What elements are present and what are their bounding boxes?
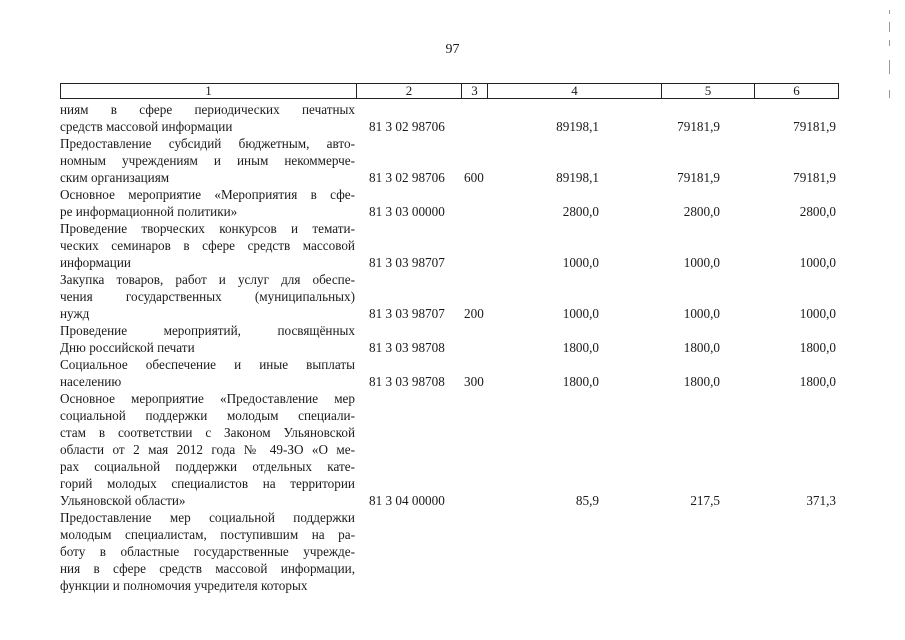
row-code: 81 3 03 98708 xyxy=(369,374,445,389)
description-line: Закупка товаров, работ и услуг для обеспе- xyxy=(60,272,355,287)
row-code: 81 3 03 00000 xyxy=(369,204,445,219)
row-code: 81 3 04 00000 xyxy=(369,493,445,508)
description-line: социальной поддержки молодым специали- xyxy=(60,408,355,423)
row-description xyxy=(60,271,355,322)
description-line: ниям в сфере периодических печатных xyxy=(60,102,355,117)
row-description xyxy=(60,356,355,390)
row-value-col4: 85,9 xyxy=(575,493,599,508)
header-col-3: 3 xyxy=(462,84,488,98)
description-line: ским организациям xyxy=(60,170,170,185)
description-line: нужд xyxy=(60,306,90,321)
row-code: 81 3 02 98706 xyxy=(369,119,445,134)
row-description xyxy=(60,186,355,220)
row-expense-type: 600 xyxy=(464,170,484,185)
description-line: чения государственных (муниципальных) xyxy=(60,289,355,304)
row-description xyxy=(60,509,355,594)
description-line: ческих семинаров в сфере средств массовой xyxy=(60,238,355,253)
row-value-col4: 89198,1 xyxy=(556,170,599,185)
row-value-col5: 79181,9 xyxy=(677,170,720,185)
header-col-5: 5 xyxy=(662,84,755,98)
row-description xyxy=(60,322,355,356)
row-value-col5: 2800,0 xyxy=(683,204,720,219)
row-value-col4: 1000,0 xyxy=(562,255,599,270)
description-line: Проведение мероприятий, посвящённых xyxy=(60,323,355,338)
description-line: номным учреждениям и иным некоммерче- xyxy=(60,153,355,168)
description-line: Проведение творческих конкурсов и темати- xyxy=(60,221,355,236)
description-line: боту в областные государственные учрежде- xyxy=(60,544,355,559)
description-line: ния в сфере средств массовой информации, xyxy=(60,561,355,576)
row-value-col4: 2800,0 xyxy=(562,204,599,219)
row-value-col5: 1800,0 xyxy=(683,340,720,355)
row-value-col5: 1800,0 xyxy=(683,374,720,389)
description-line: стам в соответствии с Законом Ульяновской xyxy=(60,425,355,440)
description-line: средств массовой информации xyxy=(60,119,233,134)
header-col-1: 1 xyxy=(61,84,357,98)
description-line: ре информационной политики» xyxy=(60,204,238,219)
row-description xyxy=(60,220,355,271)
description-line: Основное мероприятие «Предоставление мер xyxy=(60,391,355,406)
header-col-6: 6 xyxy=(793,83,800,98)
description-line: горий молодых специалистов на территории xyxy=(60,476,355,491)
description-line: Дню российской печати xyxy=(60,340,195,355)
table-header xyxy=(60,83,839,99)
row-value-col6: 79181,9 xyxy=(793,170,836,185)
row-expense-type: 200 xyxy=(464,306,484,321)
row-value-col4: 89198,1 xyxy=(556,119,599,134)
row-description xyxy=(60,101,355,135)
row-value-col6: 1800,0 xyxy=(799,374,836,389)
row-value-col6: 371,3 xyxy=(806,493,836,508)
row-value-col6: 1000,0 xyxy=(799,255,836,270)
row-value-col6: 1000,0 xyxy=(799,306,836,321)
row-expense-type: 300 xyxy=(464,374,484,389)
row-code: 81 3 03 98707 xyxy=(369,306,445,321)
description-line: Предоставление мер социальной поддержки xyxy=(60,510,355,525)
row-value-col5: 1000,0 xyxy=(683,306,720,321)
row-code: 81 3 03 98708 xyxy=(369,340,445,355)
row-value-col5: 79181,9 xyxy=(677,119,720,134)
row-description xyxy=(60,390,355,509)
row-value-col4: 1800,0 xyxy=(562,374,599,389)
page-number: 97 xyxy=(445,42,460,57)
header-col-2: 2 xyxy=(357,84,462,98)
row-value-col6: 79181,9 xyxy=(793,119,836,134)
description-line: функции и полномочия учредителя которых xyxy=(60,578,308,593)
description-line: Ульяновской области» xyxy=(60,493,186,508)
row-value-col5: 1000,0 xyxy=(683,255,720,270)
description-line: населению xyxy=(60,374,122,389)
description-line: области от 2 мая 2012 года № 49-ЗО «О ме- xyxy=(60,442,355,457)
description-line: Социальное обеспечение и иные выплаты xyxy=(60,357,355,372)
header-col-4: 4 xyxy=(488,84,662,98)
row-code: 81 3 02 98706 xyxy=(369,170,445,185)
scan-margin-marks xyxy=(879,10,899,130)
description-line: рах социальной поддержки отдельных кате- xyxy=(60,459,355,474)
description-line: информации xyxy=(60,255,131,270)
row-value-col5: 217,5 xyxy=(690,493,720,508)
row-value-col6: 2800,0 xyxy=(799,204,836,219)
row-value-col4: 1000,0 xyxy=(562,306,599,321)
row-value-col4: 1800,0 xyxy=(562,340,599,355)
description-line: молодым специалистам, поступившим на ра- xyxy=(60,527,355,542)
description-line: Предоставление субсидий бюджетным, авто- xyxy=(60,136,355,151)
description-line: Основное мероприятие «Мероприятия в сфе- xyxy=(60,187,355,202)
row-code: 81 3 03 98707 xyxy=(369,255,445,270)
row-description xyxy=(60,135,355,186)
row-value-col6: 1800,0 xyxy=(799,340,836,355)
